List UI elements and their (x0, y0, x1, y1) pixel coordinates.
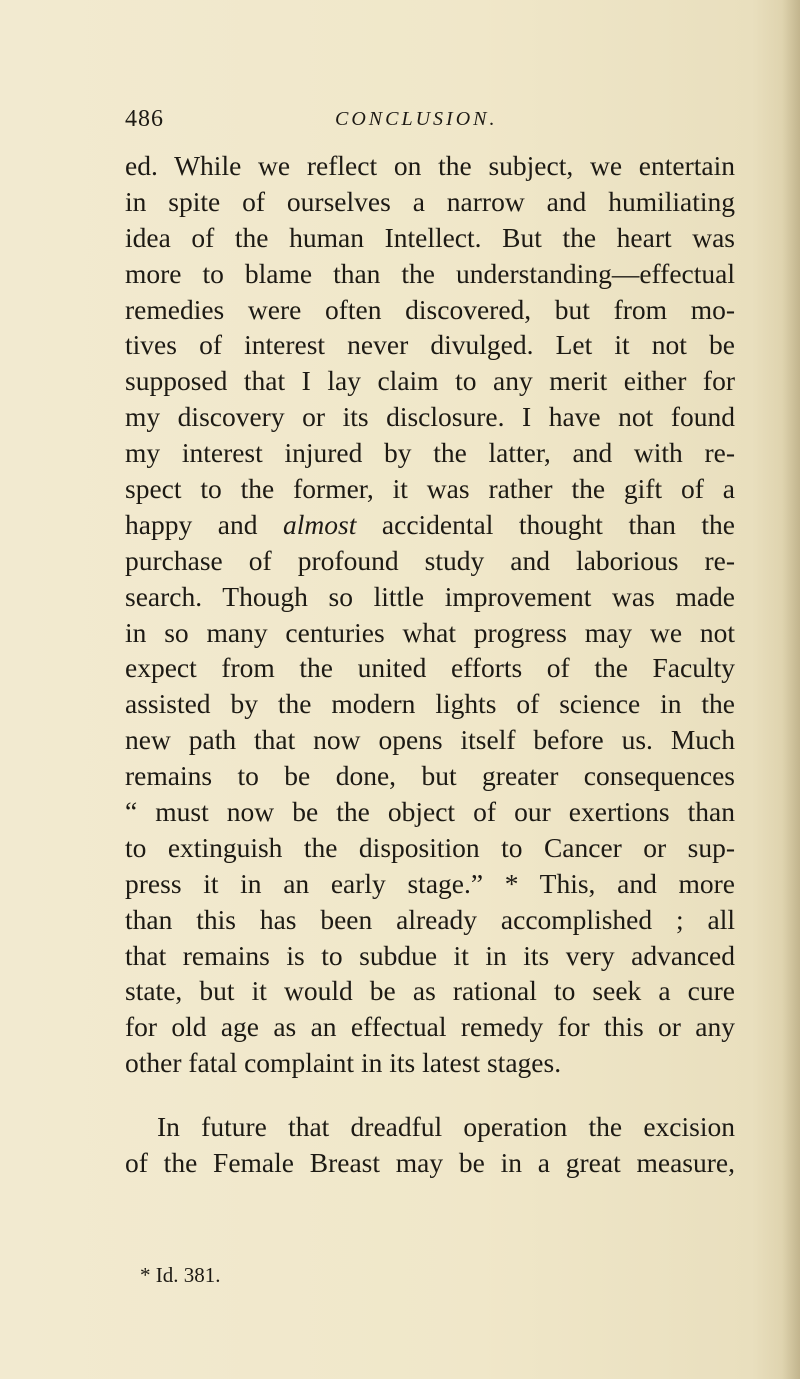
text-line (125, 327, 735, 363)
text-run: purchase of profound study and laborious re- (125, 544, 735, 576)
page-number: 486 (125, 106, 164, 132)
text-run: than this has been already accomplished ; all (125, 903, 735, 935)
paragraph-gap (125, 1081, 735, 1109)
text-run: idea of the human Intellect. But the heart was (125, 221, 735, 253)
text-run: of the Female Breast may be in a great measure, (125, 1147, 735, 1179)
text-line (125, 184, 735, 220)
text-line (125, 363, 735, 399)
text-run: in spite of ourselves a narrow and humiliating (125, 185, 735, 217)
text-run: “ must now be the object of our exertions than (125, 796, 735, 828)
text-run: accidental thought than the (356, 508, 735, 540)
text-run: supposed that I lay claim to any merit either for (125, 365, 735, 397)
text-run: press it in an early stage.” * This, and more (125, 867, 735, 899)
paragraph (125, 148, 735, 1081)
text-run: my discovery or its disclosure. I have not found (125, 401, 735, 433)
page-header (125, 106, 725, 146)
text-line (125, 1145, 735, 1181)
text-line (125, 148, 735, 184)
running-head: CONCLUSION. (335, 108, 498, 130)
text-run: happy and (125, 508, 284, 540)
text-line (125, 902, 735, 938)
italic-text: almost (283, 508, 357, 540)
page-edge-shadow (782, 0, 800, 1379)
text-run: for old age as an effectual remedy for this or any (125, 1011, 735, 1043)
body-text (125, 148, 735, 1181)
text-line (125, 615, 735, 651)
text-run: spect to the former, it was rather the gift of a (125, 473, 735, 505)
text-line (125, 220, 735, 256)
text-line (125, 1045, 735, 1081)
text-run: in so many centuries what progress may we not (125, 616, 735, 648)
text-line (125, 543, 735, 579)
text-line (125, 794, 735, 830)
footnote: * Id. 381. (140, 1263, 221, 1287)
text-run: my interest injured by the latter, and with re- (125, 437, 735, 469)
text-run: to extinguish the disposition to Cancer or sup- (125, 831, 735, 863)
text-run: remains to be done, but greater consequences (125, 760, 735, 792)
text-line (125, 292, 735, 328)
text-run: state, but it would be as rational to seek a cure (125, 975, 735, 1007)
text-line (125, 973, 735, 1009)
text-line (125, 1009, 735, 1045)
text-run: tives of interest never divulged. Let it not be (125, 329, 735, 361)
text-line (125, 758, 735, 794)
text-line (125, 507, 735, 543)
text-line (125, 579, 735, 615)
paragraph (125, 1109, 735, 1181)
text-line (125, 686, 735, 722)
text-run: expect from the united efforts of the Faculty (125, 652, 735, 684)
text-line (125, 435, 735, 471)
text-run: more to blame than the understanding—effectual (125, 257, 735, 289)
text-line (125, 650, 735, 686)
text-run: new path that now opens itself before us. Much (125, 724, 735, 756)
text-line (125, 938, 735, 974)
text-run: remedies were often discovered, but from mo- (125, 293, 735, 325)
text-run: search. Though so little improvement was made (125, 580, 735, 612)
text-line (125, 399, 735, 435)
text-run: other fatal complaint in its latest stages. (125, 1047, 562, 1079)
text-run: ed. While we reflect on the subject, we entertain (125, 150, 735, 181)
text-line (125, 1109, 735, 1145)
text-line (125, 722, 735, 758)
text-line (125, 830, 735, 866)
text-line (125, 866, 735, 902)
text-run: that remains is to subdue it in its very advanced (125, 939, 735, 971)
text-line (125, 256, 735, 292)
text-line (125, 471, 735, 507)
text-run: In future that dreadful operation the excision (157, 1111, 735, 1143)
text-run: assisted by the modern lights of science in the (125, 688, 735, 720)
